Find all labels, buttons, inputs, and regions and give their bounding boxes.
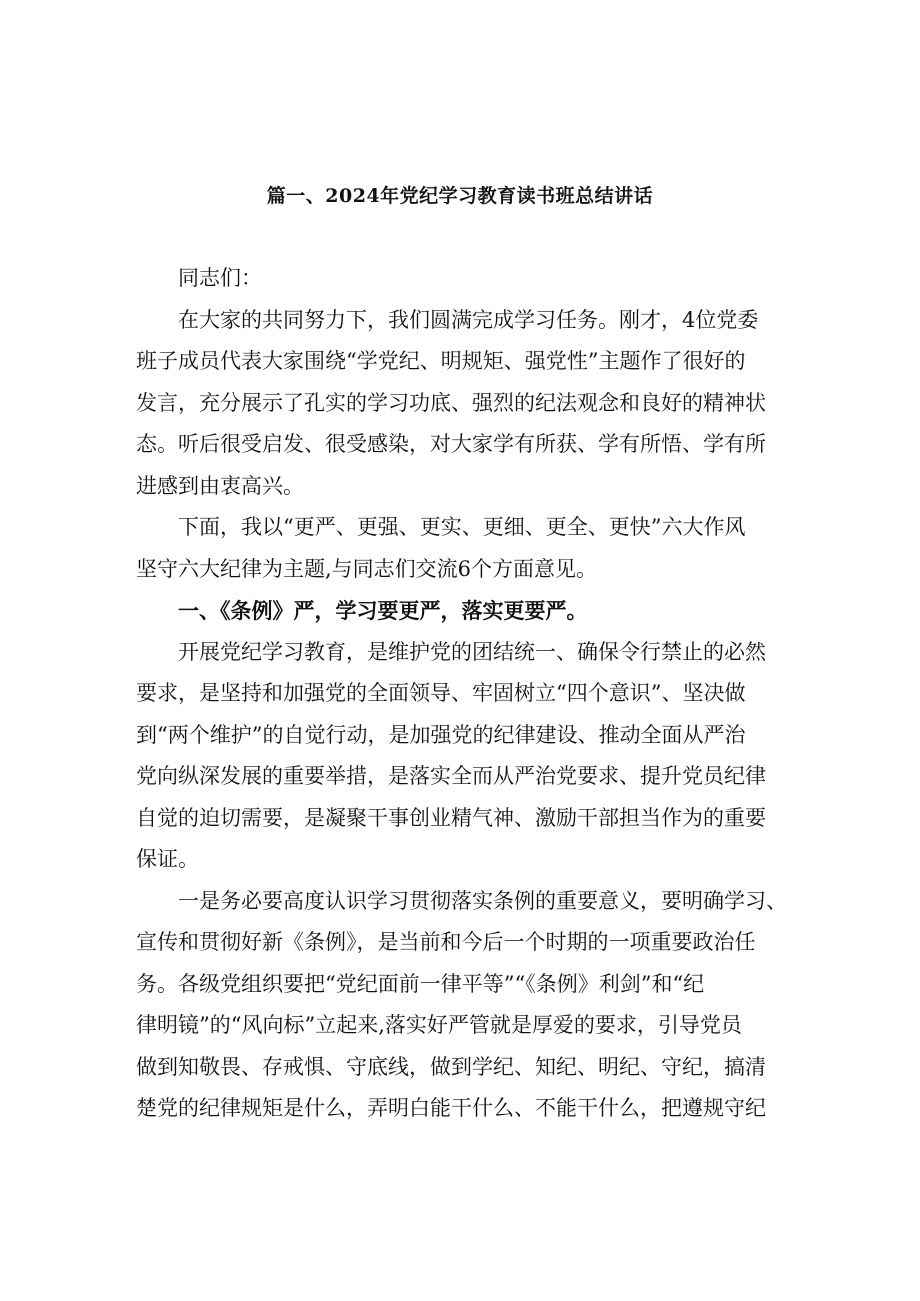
paragraph-line: 态。听后很受启发、很受感染，对大家学有所获、学有所悟、学有所 <box>136 432 766 456</box>
paragraph-line: 坚守六大纪律为主题,与同志们交流6个方面意见。 <box>136 556 598 581</box>
document-body <box>136 258 796 1130</box>
paragraph-line: 务。各级党组织要把“党纪面前一律平等”“《条例》利剑”和“纪 <box>136 971 705 996</box>
paragraph-2 <box>136 507 796 590</box>
paragraph-line: 做到知敬畏、存戒惧、守底线，做到学纪、知纪、明纪、守纪，搞清 <box>136 1054 766 1079</box>
paragraph-line: 律明镜”的“风向标”立起来,落实好严管就是厚爱的要求，引导党员 <box>136 1013 742 1037</box>
paragraph-line: 保证。 <box>136 847 199 871</box>
paragraph-line: 要求，是坚持和加强党的全面领导、牢固树立“四个意识”、坚决做 <box>136 681 746 705</box>
paragraph-line: 下面，我以“更严、更强、更实、更细、更全、更快”六大作风 <box>178 515 746 539</box>
paragraph-line: 宣传和贯彻好新《条例》，是当前和今后一个时期的一项重要政治任 <box>136 930 756 954</box>
paragraph-line: 党向纵深发展的重要举措，是落实全而从严治党要求、提升党员纪律 <box>136 764 766 788</box>
paragraph-line: 进感到由衷高兴。 <box>136 473 304 498</box>
paragraph-line: 楚党的纪律规矩是什么，弄明白能干什么、不能干什么，把遵规守纪 <box>136 1096 766 1120</box>
paragraph-line: 在大家的共同努力下，我们圆满完成学习任务。刚才，4位党委 <box>178 307 759 332</box>
section-heading-1 <box>136 590 796 632</box>
section-heading: 一、《条例》严，学习要更严，落实更要严。 <box>178 598 588 623</box>
salutation: 同志们： <box>178 266 262 290</box>
paragraph-3 <box>136 632 796 881</box>
paragraph-line: 开展党纪学习教育，是维护党的团结统一、确保令行禁止的必然 <box>178 639 766 664</box>
paragraph-line: 到“两个维护”的自觉行动，是加强党的纪律建设、推动全面从严治 <box>136 722 746 747</box>
paragraph-line: 一是务必要高度认识学习贯彻落实条例的重要意义，要明确学习、 <box>178 888 787 913</box>
paragraph-4 <box>136 881 796 1130</box>
document-title: 篇一、2024年党纪学习教育读书班总结讲话 <box>266 185 654 207</box>
paragraph-line: 自觉的迫切需要，是凝聚干事创业精气神、激励干部担当作为的重要 <box>136 805 766 830</box>
paragraph-line: 发言，充分展示了孔实的学习功底、强烈的纪法观念和良好的精神状 <box>136 390 766 415</box>
paragraph-1 <box>136 300 796 508</box>
paragraph-line: 班子成员代表大家围绕“学党纪、明规矩、强党性”主题作了很好的 <box>136 349 746 373</box>
